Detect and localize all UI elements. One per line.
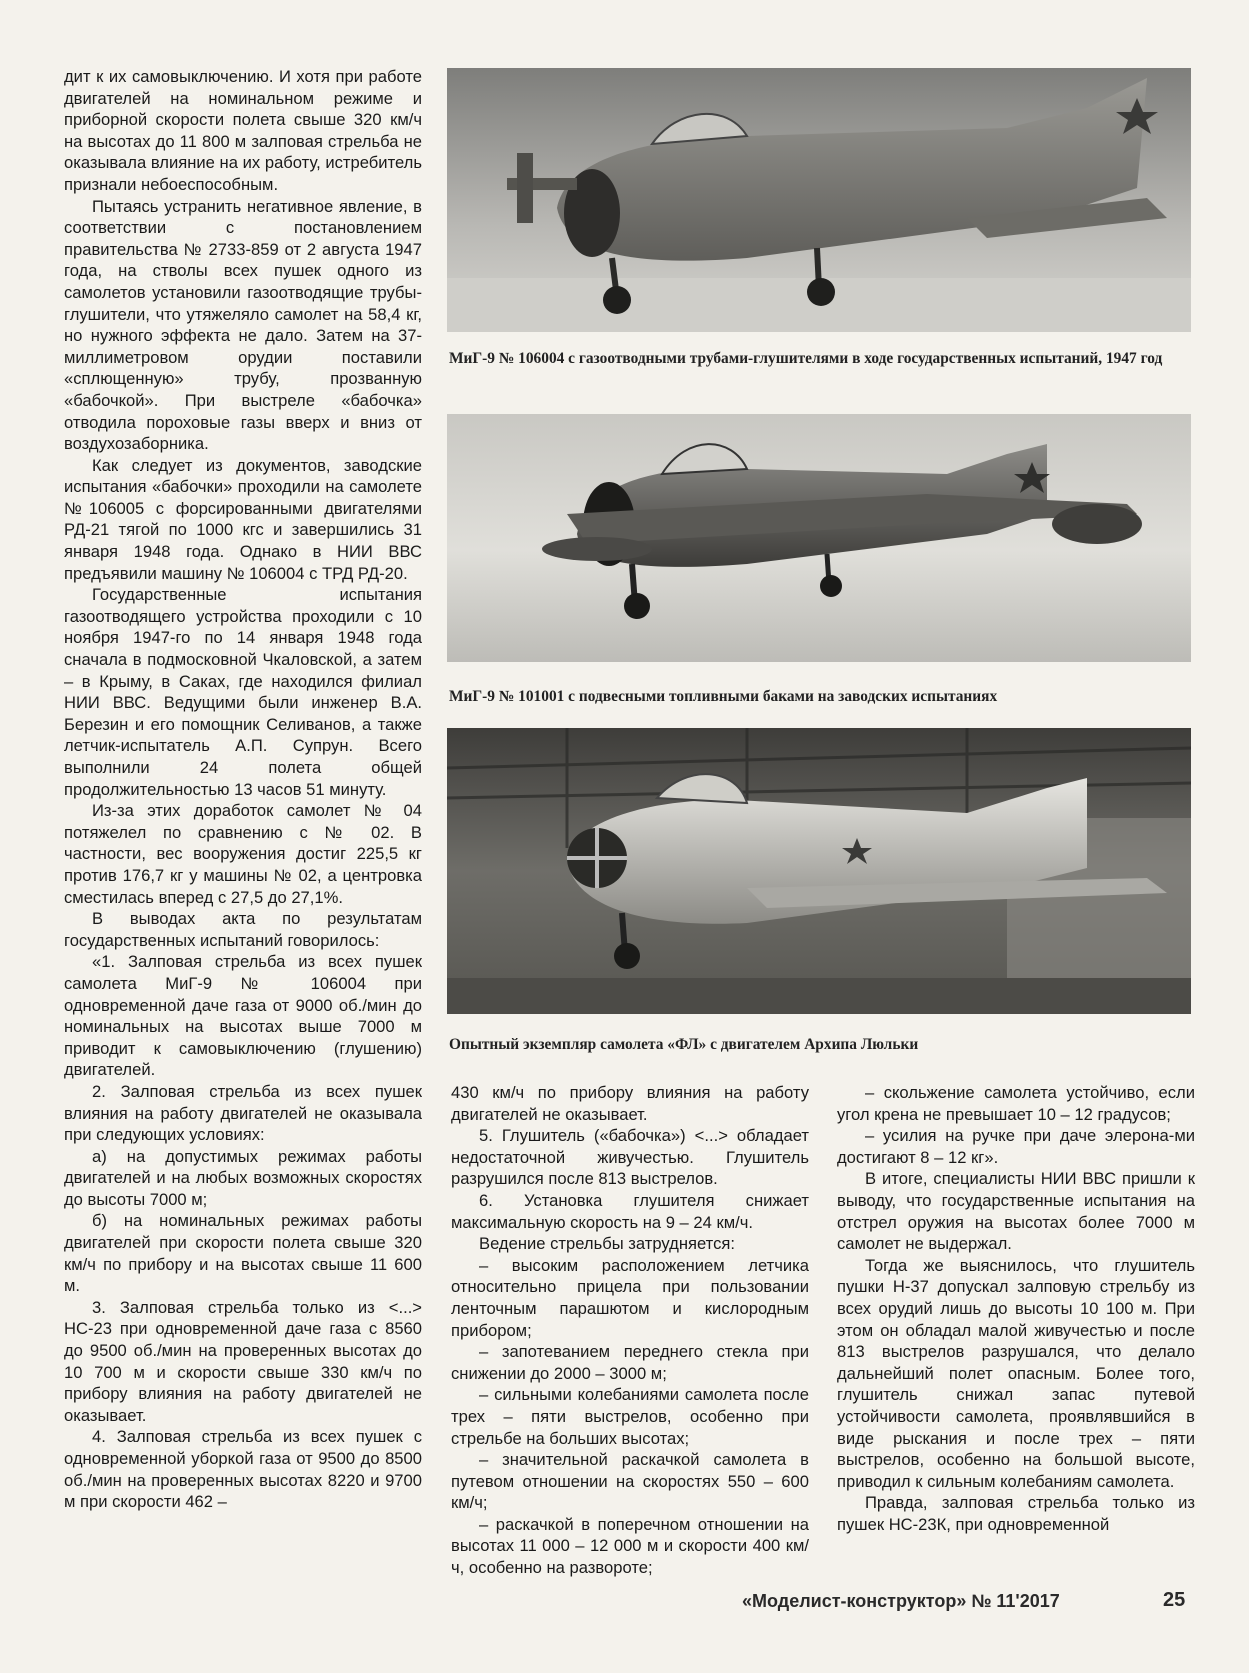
- paragraph: В выводах акта по результатам государственных испытаний говорилось:: [64, 909, 422, 950]
- paragraph: – запотеванием переднего стекла при снижении до 2000 – 3000 м;: [451, 1342, 809, 1383]
- paragraph: а) на допустимых режимах работы двигателей и на любых возможных скоростях до высоты 7000 м;: [64, 1146, 422, 1209]
- page-number: 25: [1163, 1589, 1186, 1611]
- paragraph: – сильными колебаниями самолета после трех – пяти выстрелов, особенно при стрельбе на больших высотах;: [451, 1385, 809, 1448]
- paragraph: Ведение стрельбы затрудняется:: [479, 1234, 735, 1254]
- photo-fl-prototype: [447, 728, 1191, 1014]
- paragraph: – скольжение самолета устойчиво, если угол крена не превышает 10 – 12 градусов;: [837, 1083, 1195, 1124]
- paragraph: Пытаясь устранить негативное явление, в соответствии с постановлением правительства № 2733-859 от 2 августа 1947 года, на стволы всех пушек одного из самолетов установили газоотводящие трубы-глушители, что утяжеляло самолет на 58,4 кг, но нужного эффекта не дало. Затем на 37-миллиметровом орудии поставили «сплющенную» трубу, прозванную «бабочкой». При выстреле «бабочка» отводила пороховые газы вверх и вниз от воздухозаборника.: [64, 196, 422, 454]
- text-column-2: [451, 1082, 809, 1579]
- paragraph: – высоким расположением летчика относительно прицела при пользовании ленточным парашютом и кислородным прибором;: [451, 1255, 809, 1340]
- footer-journal-title: «Моделист-конструктор» № 11'2017: [742, 1591, 1060, 1611]
- caption-photo-1: МиГ-9 № 106004 с газоотводными трубами-глушителями в ходе государственных испытаний, 1947 год: [449, 350, 1163, 367]
- paragraph: Правда, залповая стрельба только из пушек НС-23К, при одновременной: [837, 1493, 1195, 1534]
- paragraph: В итоге, специалисты НИИ ВВС пришли к выводу, что государственные испытания на отстрел оружия на высотах более 7000 м самолет не выдержал.: [837, 1169, 1195, 1254]
- paragraph: 5. Глушитель («бабочка») <...> обладает недостаточной живучестью. Глушитель разрушился после 813 выстрелов.: [451, 1126, 809, 1189]
- paragraph: Как следует из документов, заводские испытания «бабочки» проходили на самолете №106005 с форсированными двигателями РД-21 тягой по 1000 кгс и завершились 31 января 1948 года. Однако в НИИ ВВС предъявили машину № 106004 с ТРД РД-20.: [64, 455, 422, 583]
- paragraph: – значительной раскачкой самолета в путевом отношении на скоростях 550 – 600 км/ч;: [451, 1450, 809, 1513]
- paragraph: 6. Установка глушителя снижает максимальную скорость на 9 – 24 км/ч.: [451, 1190, 809, 1232]
- paragraph: 3. Залповая стрельба только из <...> НС-23 при одновременной даче газа с 8560 до 9500 об./мин на проверенных высотах до 10 700 м и скорости свыше 330 км/ч по прибору влияния на работу двигателей не оказывает.: [64, 1297, 422, 1425]
- paragraph: б) на номинальных режимах работы двигателей при скорости полета свыше 320 км/ч по прибору и на высотах свыше 11 600 м.: [64, 1211, 422, 1296]
- paragraph: – усилия на ручке при даче элерона-ми достигают 8 – 12 кг».: [837, 1126, 1195, 1167]
- caption-photo-3: Опытный экземпляр самолета «ФЛ» с двигателем Архипа Люльки: [449, 1036, 919, 1053]
- photo-mig9-106004: [447, 68, 1191, 332]
- paragraph: Тогда же выяснилось, что глушитель пушки Н-37 допускал залповую стрельбу из всех орудий лишь до высоты 10 100 м. При этом он обладал малой живучестью и после 813 выстрелов разрушался, что делало дальнейший полет опасным. Более того, глушитель снижал запас путевой устойчивости самолета, проявлявшийся в виде рыскания и после трех – пяти выстрелов, особенно на большой высоте, приводил к сильным колебаниям самолета.: [837, 1255, 1195, 1491]
- paragraph: Государственные испытания газоотводящего устройства проходили с 10 ноября 1947-го по 14 января 1948 года сначала в подмосковной Чкаловской, а затем – в Крыму, в Саках, где находился филиал НИИ ВВС. Ведущими были инженер В.А. Березин и его помощник Селиванов, а также летчик-испытатель А.П. Супрун. Всего выполнили 24 полета общей продолжительностью 13 часов 51 минуту.: [64, 585, 422, 799]
- caption-photo-2: МиГ-9 № 101001 с подвесными топливными баками на заводских испытаниях: [449, 688, 998, 705]
- paragraph: 430 км/ч по прибору влияния на работу двигателей не оказывает.: [451, 1083, 809, 1124]
- paragraph: «1. Залповая стрельба из всех пушек самолета МиГ-9 № 106004 при одновременной даче газа от 9000 об./мин до номинальных на высотах выше 7000 м приводит к самовыключению (глушению) двигателей.: [64, 952, 422, 1080]
- text-column-1: [64, 66, 422, 1513]
- paragraph: 4. Залповая стрельба из всех пушек с одновременной уборкой газа от 9500 до 8500 об./мин на проверенных высотах 8220 и 9700 м при скорости 462 –: [64, 1427, 422, 1512]
- paragraph: 2. Залповая стрельба из всех пушек влияния на работу двигателей не оказывала при следующих условиях:: [64, 1081, 422, 1145]
- photo-mig9-101001: [447, 414, 1191, 662]
- paragraph: дит к их самовыключению. И хотя при работе двигателей на номинальном режиме и приборной скорости полета свыше 320 км/ч на высотах до 11 800 м залповая стрельба не оказывала влияние на их работу, истребитель признали небоеспособным.: [64, 67, 422, 194]
- text-column-3: [837, 1082, 1195, 1535]
- paragraph: Из-за этих доработок самолет № 04 потяжелел по сравнению с № 02. В частности, вес вооружения достиг 225,5 кг против 176,7 кг у машины № 02, а центровка сместилась вперед с 27,5 до 27,1%.: [64, 801, 422, 907]
- paragraph: – раскачкой в поперечном отношении на высотах 11 000 – 12 000 м и скорости 400 км/ч, особенно на развороте;: [451, 1514, 809, 1578]
